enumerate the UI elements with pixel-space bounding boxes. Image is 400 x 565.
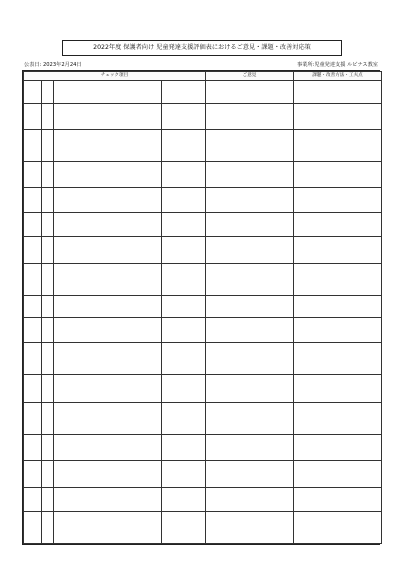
evaluation-document xyxy=(22,40,380,545)
row-item-cell xyxy=(54,104,162,130)
row-opinion-cell xyxy=(206,488,294,511)
row-answer-cell xyxy=(162,343,206,375)
row-category-cell xyxy=(24,236,42,264)
row-item-cell xyxy=(54,187,162,213)
row-item-cell xyxy=(54,343,162,375)
table-row xyxy=(24,162,382,188)
row-answer-cell xyxy=(162,488,206,511)
row-opinion-cell xyxy=(206,460,294,488)
row-reply-cell xyxy=(294,488,382,511)
row-number-cell xyxy=(42,375,54,403)
row-category-cell xyxy=(24,343,42,375)
row-number-cell xyxy=(42,317,54,343)
header-check-items: チェック項目 xyxy=(24,72,206,81)
row-answer-cell xyxy=(162,296,206,317)
row-number-cell xyxy=(42,104,54,130)
row-opinion-cell xyxy=(206,296,294,317)
row-opinion-cell xyxy=(206,213,294,236)
row-item-cell xyxy=(54,264,162,296)
row-answer-cell xyxy=(162,236,206,264)
row-opinion-cell xyxy=(206,375,294,403)
table-row xyxy=(24,403,382,435)
row-reply-cell xyxy=(294,317,382,343)
row-answer-cell xyxy=(162,317,206,343)
table-row xyxy=(24,81,382,104)
row-reply-cell xyxy=(294,403,382,435)
table-body xyxy=(24,81,382,544)
row-answer-cell xyxy=(162,460,206,488)
row-category-cell xyxy=(24,317,42,343)
row-reply-cell xyxy=(294,213,382,236)
row-category-cell xyxy=(24,403,42,435)
row-reply-cell xyxy=(294,296,382,317)
table-row xyxy=(24,213,382,236)
table-row xyxy=(24,104,382,130)
row-answer-cell xyxy=(162,511,206,543)
row-reply-cell xyxy=(294,375,382,403)
row-item-cell xyxy=(54,435,162,461)
row-category-cell xyxy=(24,213,42,236)
row-item-cell xyxy=(54,403,162,435)
row-category-cell xyxy=(24,264,42,296)
row-item-cell xyxy=(54,296,162,317)
row-reply-cell xyxy=(294,343,382,375)
row-opinion-cell xyxy=(206,162,294,188)
header-opinion: ご意見 xyxy=(206,72,294,81)
table-row xyxy=(24,187,382,213)
table-header-row xyxy=(24,72,382,81)
row-number-cell xyxy=(42,343,54,375)
row-opinion-cell xyxy=(206,187,294,213)
table-row xyxy=(24,130,382,162)
row-number-cell xyxy=(42,213,54,236)
evaluation-table xyxy=(23,71,382,544)
row-item-cell xyxy=(54,81,162,104)
table-row xyxy=(24,317,382,343)
row-opinion-cell xyxy=(206,236,294,264)
row-opinion-cell xyxy=(206,130,294,162)
table-row xyxy=(24,343,382,375)
row-answer-cell xyxy=(162,162,206,188)
row-opinion-cell xyxy=(206,403,294,435)
row-number-cell xyxy=(42,130,54,162)
row-answer-cell xyxy=(162,130,206,162)
publication-date: 公表日: 2023年2月24日 xyxy=(24,62,82,68)
row-item-cell xyxy=(54,130,162,162)
row-opinion-cell xyxy=(206,264,294,296)
row-category-cell xyxy=(24,488,42,511)
table-row xyxy=(24,511,382,543)
row-number-cell xyxy=(42,81,54,104)
row-reply-cell xyxy=(294,187,382,213)
table-row xyxy=(24,296,382,317)
row-answer-cell xyxy=(162,81,206,104)
row-opinion-cell xyxy=(206,104,294,130)
row-answer-cell xyxy=(162,375,206,403)
header-reply: 課題・改善方法・工夫点 xyxy=(294,72,382,81)
row-number-cell xyxy=(42,236,54,264)
row-category-cell xyxy=(24,130,42,162)
row-opinion-cell xyxy=(206,317,294,343)
row-item-cell xyxy=(54,511,162,543)
row-category-cell xyxy=(24,81,42,104)
row-category-cell xyxy=(24,375,42,403)
row-answer-cell xyxy=(162,264,206,296)
table-row xyxy=(24,435,382,461)
row-category-cell xyxy=(24,511,42,543)
row-reply-cell xyxy=(294,162,382,188)
table-row xyxy=(24,236,382,264)
table-row xyxy=(24,488,382,511)
row-opinion-cell xyxy=(206,343,294,375)
row-reply-cell xyxy=(294,264,382,296)
row-answer-cell xyxy=(162,213,206,236)
row-reply-cell xyxy=(294,435,382,461)
row-number-cell xyxy=(42,403,54,435)
row-answer-cell xyxy=(162,104,206,130)
row-category-cell xyxy=(24,296,42,317)
row-number-cell xyxy=(42,296,54,317)
row-category-cell xyxy=(24,104,42,130)
row-reply-cell xyxy=(294,81,382,104)
row-answer-cell xyxy=(162,435,206,461)
evaluation-table-frame xyxy=(22,70,380,545)
row-answer-cell xyxy=(162,403,206,435)
row-item-cell xyxy=(54,375,162,403)
table-row xyxy=(24,460,382,488)
row-number-cell xyxy=(42,162,54,188)
row-number-cell xyxy=(42,187,54,213)
row-item-cell xyxy=(54,213,162,236)
row-number-cell xyxy=(42,511,54,543)
row-item-cell xyxy=(54,460,162,488)
row-answer-cell xyxy=(162,187,206,213)
operator-name: 事業所:児童発達支援 ルピナス教室 xyxy=(296,62,378,68)
row-reply-cell xyxy=(294,460,382,488)
row-item-cell xyxy=(54,488,162,511)
row-item-cell xyxy=(54,317,162,343)
row-category-cell xyxy=(24,187,42,213)
table-row xyxy=(24,375,382,403)
table-row xyxy=(24,264,382,296)
row-number-cell xyxy=(42,460,54,488)
row-opinion-cell xyxy=(206,81,294,104)
row-reply-cell xyxy=(294,236,382,264)
row-item-cell xyxy=(54,236,162,264)
row-reply-cell xyxy=(294,104,382,130)
document-title: 2022年度 保護者向け 児童発達支援評価表におけるご意見・課題・改善対応策 xyxy=(62,40,342,56)
row-number-cell xyxy=(42,264,54,296)
row-number-cell xyxy=(42,488,54,511)
row-reply-cell xyxy=(294,511,382,543)
row-category-cell xyxy=(24,460,42,488)
row-opinion-cell xyxy=(206,435,294,461)
row-opinion-cell xyxy=(206,511,294,543)
row-category-cell xyxy=(24,435,42,461)
row-item-cell xyxy=(54,162,162,188)
row-number-cell xyxy=(42,435,54,461)
row-category-cell xyxy=(24,162,42,188)
row-reply-cell xyxy=(294,130,382,162)
